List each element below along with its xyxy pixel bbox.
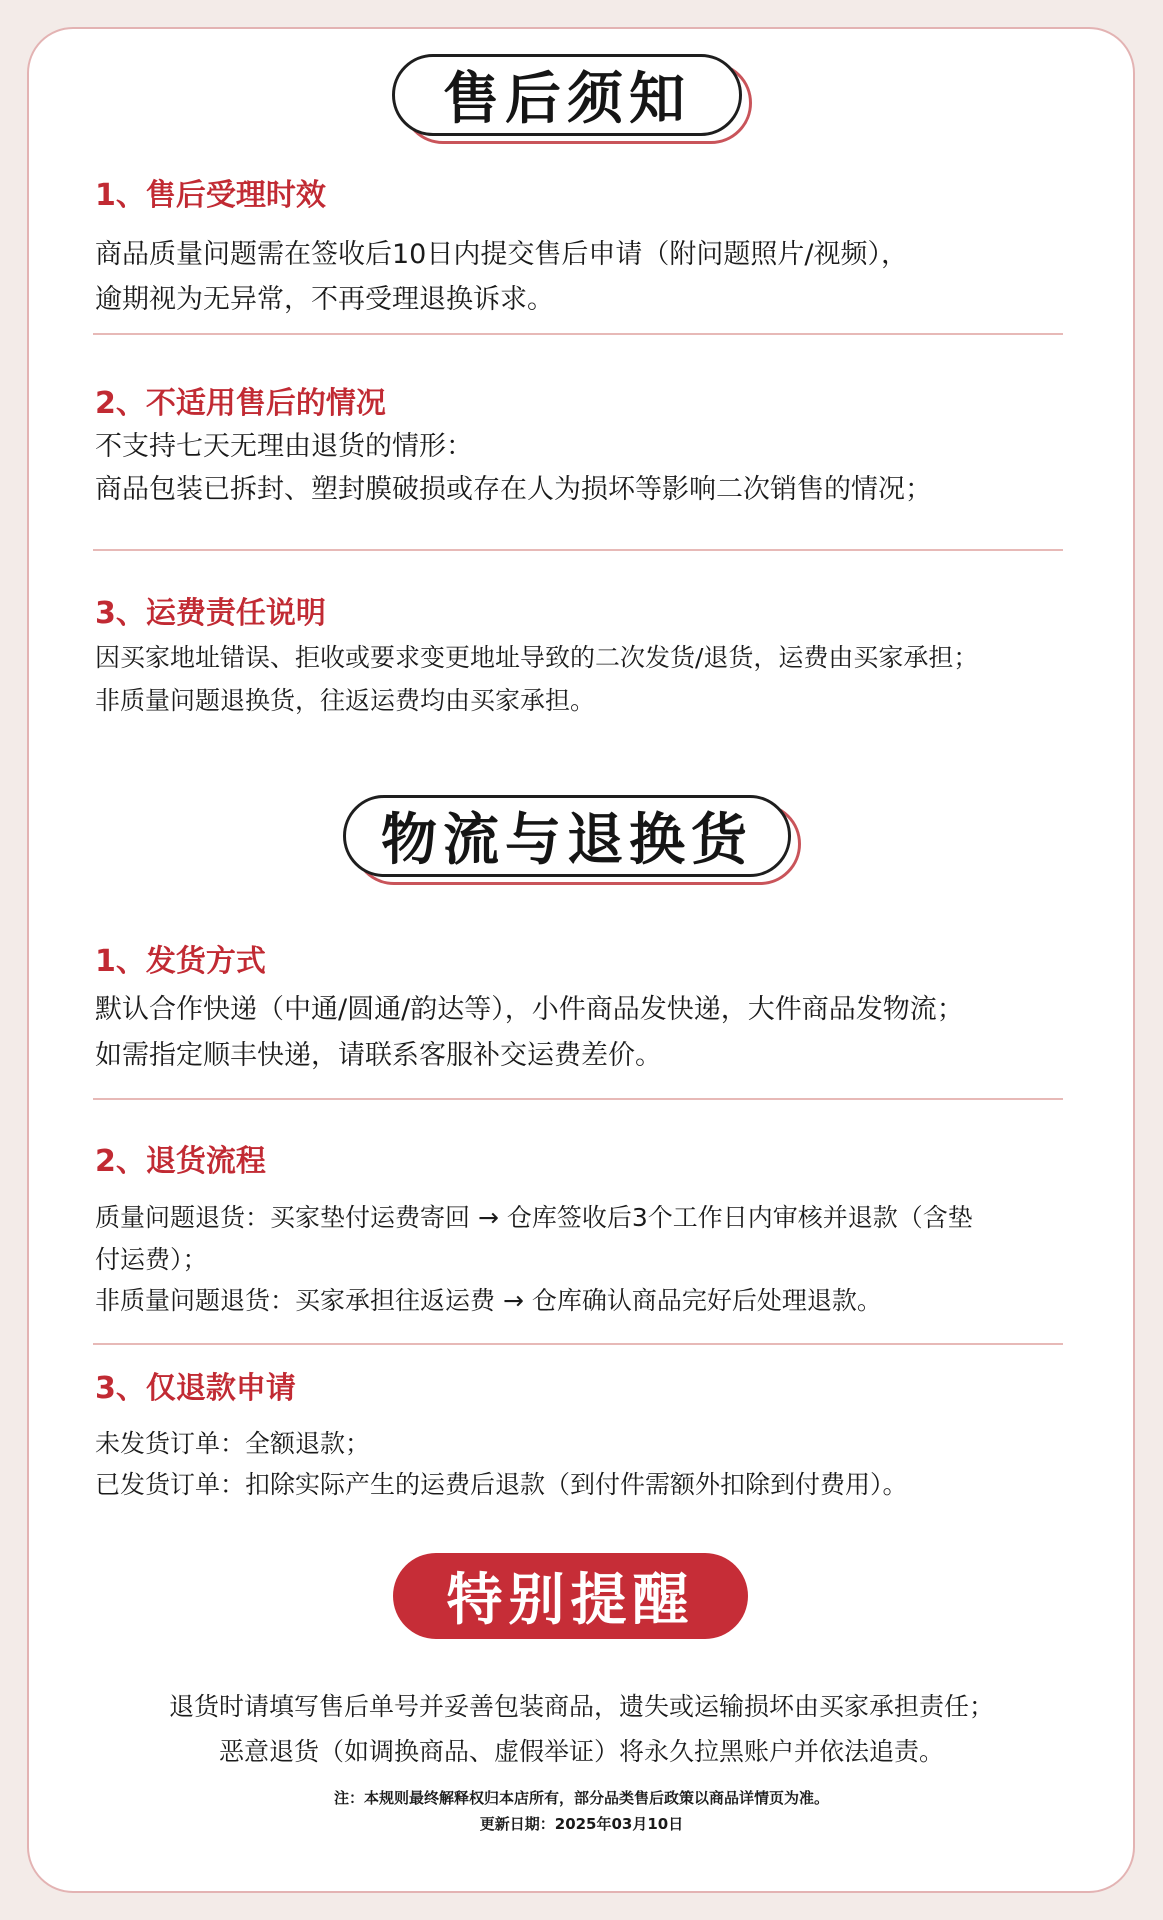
text-line: 商品包装已拆封、塑封膜破损或存在人为损坏等影响二次销售的情况； xyxy=(95,474,932,505)
text-line: 不支持七天无理由退货的情形： xyxy=(95,431,473,462)
divider xyxy=(93,1343,1063,1345)
heading-shipping-responsibility: 3、运费责任说明 xyxy=(95,596,326,631)
section-title-special-reminder: 特别提醒 xyxy=(393,1553,748,1639)
reminder-line: 退货时请填写售后单号并妥善包装商品，遗失或运输损坏由买家承担责任； xyxy=(168,1692,994,1721)
heading-return-process: 2、退货流程 xyxy=(95,1144,266,1179)
text-line: 商品质量问题需在签收后10日内提交售后申请（附问题照片/视频）， xyxy=(95,239,908,270)
reminder-line: 恶意退货（如调换商品、虚假举证）将永久拉黑账户并依法追责。 xyxy=(218,1737,944,1766)
divider xyxy=(93,1098,1063,1100)
divider xyxy=(93,549,1063,551)
heading-shipping-method: 1、发货方式 xyxy=(95,944,266,979)
text-line: 非质量问题退换货，往返运费均由买家承担。 xyxy=(95,686,596,715)
text-line: 未发货订单：全额退款； xyxy=(95,1429,371,1458)
footer-note: 注：本规则最终解释权归本店所有，部分品类售后政策以商品详情页为准。 xyxy=(333,1789,829,1807)
heading-not-applicable: 2、不适用售后的情况 xyxy=(95,386,386,421)
text-line: 已发货订单：扣除实际产生的运费后退款（到付件需额外扣除到付费用）。 xyxy=(95,1470,908,1499)
update-date: 更新日期：2025年03月10日 xyxy=(479,1815,684,1833)
section-title-logistics: 物流与退换货 xyxy=(343,795,791,877)
section-title-after-sales: 售后须知 xyxy=(392,54,742,136)
text-line: 付运费）； xyxy=(95,1245,208,1274)
heading-refund-only: 3、仅退款申请 xyxy=(95,1371,296,1406)
text-line: 因买家地址错误、拒收或要求变更地址导致的二次发货/退货，运费由买家承担； xyxy=(95,643,979,672)
text-line: 默认合作快递（中通/圆通/韵达等），小件商品发快递，大件商品发物流； xyxy=(95,994,964,1025)
text-line: 质量问题退货：买家垫付运费寄回 → 仓库签收后3个工作日内审核并退款（含垫 xyxy=(95,1203,973,1232)
heading-after-sales-time: 1、售后受理时效 xyxy=(95,178,326,213)
text-line: 如需指定顺丰快递，请联系客服补交运费差价。 xyxy=(95,1040,662,1071)
divider xyxy=(93,333,1063,335)
text-line: 逾期视为无异常，不再受理退换诉求。 xyxy=(95,284,554,315)
text-line: 非质量问题退货：买家承担往返运费 → 仓库确认商品完好后处理退款。 xyxy=(95,1286,882,1315)
